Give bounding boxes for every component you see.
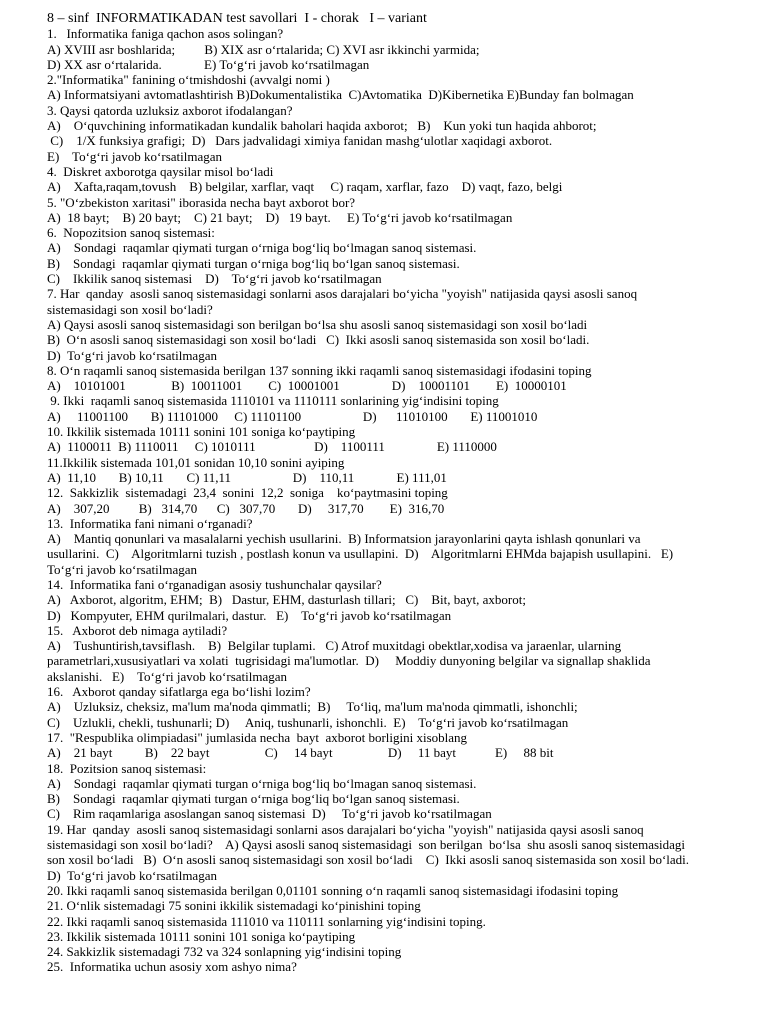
text-line: A) 1100011 B) 1110011 C) 1010111 D) 1100111 E) 1110000 — [47, 439, 497, 455]
text-line: D) Kompyuter, EHM qurilmalari, dastur. E) To‘g‘ri javob ko‘rsatilmagan — [47, 607, 452, 623]
text-line: A) 21 bayt B) 22 bayt C) 14 bayt D) 11 bayt E) 88 bit — [47, 745, 554, 761]
text-line: A) Tushuntirish,tavsiflash. B) Belgilar tuplami. C) Atrof muxitdagi obektlar,xodisa va jaraenlar, ularning — [47, 638, 622, 654]
text-line: C) 1/X funksiya grafigi; D) Dars jadvalidagi ximiya fanidan mashg‘ulotlar xaqidagi axborot. — [47, 133, 553, 149]
text-line: A) Mantiq qonunlari va masalalarni yechish usullarini. B) Informatsion jarayonlarini qayta ishlash qonunlari va — [47, 531, 641, 547]
text-line: 12. Sakkizlik sistemadagi 23,4 sonini 12,2 soniga ko‘paytmasini toping — [47, 485, 448, 501]
text-line: 21. O‘nlik sistemadagi 75 sonini ikkilik sistemadagi ko‘pinishini toping — [47, 898, 421, 914]
test-document — [47, 11, 752, 975]
text-line: D) To‘g‘ri javob ko‘rsatilmagan — [47, 867, 217, 883]
text-line: B) O‘n asosli sanoq sistemasidagi son xosil bo‘ladi C) Ikki asosli sanoq sistemasida son xosil bo‘ladi. — [47, 332, 590, 348]
text-line: E) To‘g‘ri javob ko‘rsatilmagan — [47, 148, 223, 164]
text-line: C) Uzlukli, chekli, tushunarli; D) Aniq, tushunarli, ishonchli. E) To‘g‘ri javob ko‘rsatilmagan — [47, 714, 569, 730]
text-line: C) Rim raqamlariga asoslangan sanoq sistemasi D) To‘g‘ri javob ko‘rsatilmagan — [47, 806, 492, 822]
text-line: 20. Ikki raqamli sanoq sistemasida berilgan 0,01101 sonning o‘n raqamli sanoq sistemasidagi ifodasini toping — [47, 882, 619, 898]
text-line: akslanishi. E) To‘g‘ri javob ko‘rsatilmagan — [47, 668, 288, 684]
text-line: A) Sondagi raqamlar qiymati turgan o‘rniga bog‘liq bo‘lmagan sanoq sistemasi. — [47, 775, 477, 791]
text-line: B) Sondagi raqamlar qiymati turgan o‘rniga bog‘liq bo‘lgan sanoq sistemasi. — [47, 255, 460, 271]
document-title: 8 – sinf INFORMATIKADAN test savollari I - chorak I – variant — [47, 11, 427, 26]
text-line: sistemasidagi son xosil bo‘ladi? — [47, 301, 213, 317]
text-line: 9. Ikki raqamli sanoq sistemasida 1110101 va 1110111 sonlarining yig‘indisini toping — [47, 393, 499, 409]
text-line: 3. Qaysi qatorda uzluksiz axborot ifodalangan? — [47, 102, 293, 118]
text-line: usullarini. C) Algoritmlarni tuzish , postlash konun va usullapini. D) Algoritmlarni EHMda bajapish usullapini. E) — [47, 546, 674, 562]
text-line: A) Qaysi asosli sanoq sistemasidagi son berilgan bo‘lsa shu asosli sanoq sistemasidagi son xosil bo‘ladi — [47, 316, 588, 332]
text-line: 8. O‘n raqamli sanoq sistemasida berilgan 137 sonning ikki raqamli sanoq sistemasidagi ifodasini toping — [47, 362, 592, 378]
text-line: A) Axborot, algoritm, EHM; B) Dastur, EHM, dasturlash tillari; C) Bit, bayt, axborot; — [47, 592, 526, 608]
text-line: parametrlari,xususiyatlari va xolati tugrisidagi ma'lumotlar. D) Moddiy dunyoning belgilar va signallap shaklida — [47, 653, 651, 669]
text-line: 6. Nopozitsion sanoq sistemasi: — [47, 225, 215, 241]
text-line: son xosil bo‘ladi B) O‘n asosli sanoq sistemasidagi son xosil bo‘ladi C) Ikki asosli sanoq sistemasida son xosil bo‘ladi. — [47, 852, 690, 868]
text-line: To‘g‘ri javob ko‘rsatilmagan — [47, 561, 197, 577]
text-line: A) Informatsiyani avtomatlashtirish B)Dokumentalistika C)Avtomatika D)Kibernetika E)Bunday fan bolmagan — [47, 87, 634, 103]
text-line: 14. Informatika fani o‘rganadigan asosiy tushunchalar qaysilar? — [47, 576, 382, 592]
text-line: 10. Ikkilik sistemada 10111 sonini 101 soniga ko‘paytiping — [47, 424, 356, 440]
text-line: D) XX asr o‘rtalarida. E) To‘g‘ri javob ko‘rsatilmagan — [47, 56, 370, 72]
text-line: A) 10101001 B) 10011001 C) 10001001 D) 10001101 E) 10000101 — [47, 378, 567, 394]
text-line: 17. "Respublika olimpiadasi" jumlasida necha bayt axborot borligini xisoblang — [47, 729, 468, 745]
text-line: A) 18 bayt; B) 20 bayt; C) 21 bayt; D) 19 bayt. E) To‘g‘ri javob ko‘rsatilmagan — [47, 209, 513, 225]
text-line: 23. Ikkilik sistemada 10111 sonini 101 soniga ko‘paytiping — [47, 928, 356, 944]
text-line: A) 307,20 B) 314,70 C) 307,70 D) 317,70 E) 316,70 — [47, 500, 445, 516]
text-line: A) 11,10 B) 10,11 C) 11,11 D) 110,11 E) 111,01 — [47, 469, 447, 485]
text-line: A) Sondagi raqamlar qiymati turgan o‘rniga bog‘liq bo‘lmagan sanoq sistemasi. — [47, 240, 477, 256]
text-line: sistemasidagi son xosil bo‘ladi? A) Qaysi asosli sanoq sistemasidagi son berilgan bo‘lsa shu asosli sanoq sistemasidagi — [47, 837, 686, 853]
text-line: 25. Informatika uchun asosiy xom ashyo nima? — [47, 959, 297, 975]
text-line: 13. Informatika fani nimani o‘rganadi? — [47, 515, 253, 531]
text-line: D) To‘g‘ri javob ko‘rsatilmagan — [47, 347, 217, 363]
text-line: A) XVIII asr boshlarida; B) XIX asr o‘rtalarida; C) XVI asr ikkinchi yarmida; — [47, 41, 480, 57]
text-line: 1. Informatika faniga qachon asos solingan? — [47, 26, 284, 42]
text-line: 11.Ikkilik sistemada 101,01 sonidan 10,10 sonini ayiping — [47, 454, 345, 470]
text-line: B) Sondagi raqamlar qiymati turgan o‘rniga bog‘liq bo‘lgan sanoq sistemasi. — [47, 791, 460, 807]
text-line: 22. Ikki raqamli sanoq sistemasida 111010 va 110111 sonlarning yig‘indisini toping. — [47, 913, 486, 929]
text-line: 7. Har qanday asosli sanoq sistemasidagi sonlarni asos darajalari bo‘yicha "yoyish" natijasida qaysi asosli sanoq — [47, 286, 638, 302]
text-line: A) Xafta,raqam,tovush B) belgilar, xarflar, vaqt C) raqam, xarflar, fazo D) vaqt, fazo, belgi — [47, 179, 563, 195]
text-line: 16. Axborot qanday sifatlarga ega bo‘lishi lozim? — [47, 684, 311, 700]
text-line: A) O‘quvchining informatikadan kundalik baholari haqida axborot; B) Kun yoki tun haqida ahborot; — [47, 118, 597, 134]
text-line: 5. "O‘zbekiston xaritasi" iborasida necha bayt axborot bor? — [47, 194, 356, 210]
text-line: 18. Pozitsion sanoq sistemasi: — [47, 760, 207, 776]
document-body — [47, 26, 752, 974]
text-line: 19. Har qanday asosli sanoq sistemasidagi sonlarni asos darajalari bo‘yicha "yoyish" natijasida qaysi asosli sanoq — [47, 821, 644, 837]
text-line: 15. Axborot deb nimaga aytiladi? — [47, 622, 228, 638]
text-line: A) Uzluksiz, cheksiz, ma'lum ma'noda qimmatli; B) To‘liq, ma'lum ma'noda qimmatli, ishonchli; — [47, 699, 578, 715]
text-line: 2."Informatika" fanining o‘tmishdoshi (avvalgi nomi ) — [47, 72, 330, 88]
text-line: 4. Diskret axborotga qaysilar misol bo‘ladi — [47, 163, 274, 179]
text-line: A) 11001100 B) 11101000 C) 11101100 D) 11010100 E) 11001010 — [47, 408, 538, 424]
text-line: C) Ikkilik sanoq sistemasi D) To‘g‘ri javob ko‘rsatilmagan — [47, 271, 382, 287]
text-line: 24. Sakkizlik sistemadagi 732 va 324 sonlapning yig‘indisini toping — [47, 944, 402, 960]
